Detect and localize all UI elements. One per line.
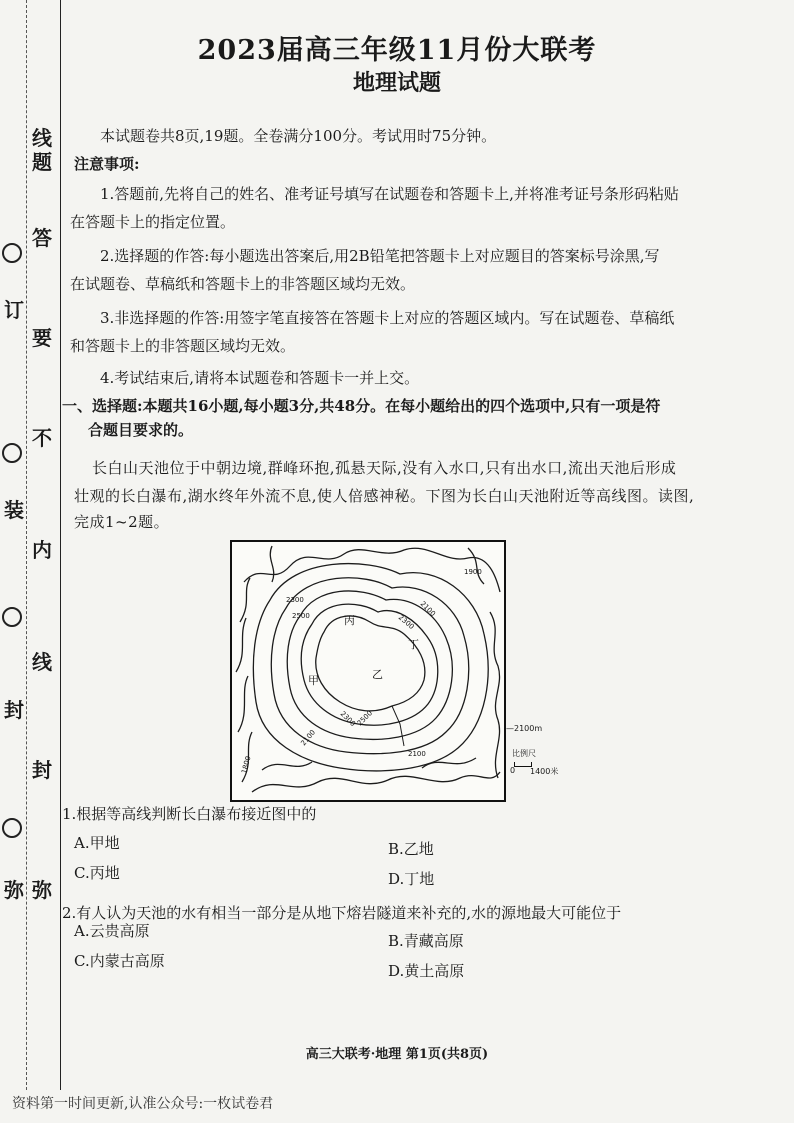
contour-label: 2500	[292, 612, 310, 620]
contour-label: 2500	[355, 709, 375, 728]
contour-lines	[232, 542, 504, 800]
option-d: D.丁地	[388, 870, 435, 888]
notice-line: 在试题卷、草稿纸和答题卡上的非答题区域均无效。	[70, 275, 416, 293]
notice-line: 4.考试结束后,请将本试题卷和答题卡一并上交。	[100, 369, 420, 387]
contour-label: 2300	[338, 709, 357, 729]
binding-hole-icon	[2, 818, 22, 838]
exam-intro: 本试题卷共8页,19题。全卷满分100分。考试用时75分钟。	[100, 127, 497, 145]
watermark-text: 资料第一时间更新,认准公众号:一枚试卷君	[12, 1096, 274, 1112]
option-b: B.青藏高原	[388, 932, 464, 950]
margin-char: 弥	[32, 878, 52, 902]
legend-scale-zero: 0	[510, 766, 516, 775]
exam-title: 2023届高三年级11月份大联考	[197, 35, 597, 66]
contour-label: 2300	[286, 596, 304, 604]
legend-scale-value: 1400米	[530, 767, 559, 776]
notice-line: 2.选择题的作答:每小题选出答案后,用2B铅笔把答题卡上对应题目的答案标号涂黑,写	[100, 247, 660, 265]
waterfall-outlet	[392, 706, 404, 746]
contour-line	[490, 612, 500, 778]
margin-char: 弥	[4, 878, 24, 902]
margin-char: 题	[32, 150, 52, 174]
place-ding: 丁	[408, 638, 419, 651]
contour-line	[252, 772, 500, 792]
passage-line: 长白山天池位于中朝边境,群峰环抱,孤悬天际,没有入水口,只有出水口,流出天池后形成	[92, 459, 677, 477]
passage-line: 壮观的长白瀑布,湖水终年外流不息,使人倍感神秘。下图为长白山天池附近等高线图。读图,	[74, 487, 695, 505]
option-b: B.乙地	[388, 840, 434, 858]
notice-line: 和答题卡上的非答题区域均无效。	[70, 337, 296, 355]
notice-heading: 注意事项:	[74, 155, 140, 173]
option-d: D.黄土高原	[388, 962, 465, 980]
contour-label: 2100	[418, 599, 437, 619]
contour-line	[244, 548, 500, 592]
contour-label: 2100	[299, 728, 317, 748]
option-a: A.甲地	[74, 834, 120, 852]
binding-margin	[0, 0, 61, 1090]
binding-hole-icon	[2, 243, 22, 263]
margin-char: 线	[32, 650, 52, 674]
legend-contour-sample: —2100m	[506, 724, 543, 733]
question-stem: 1.根据等高线判断长白瀑布接近图中的	[62, 805, 317, 823]
contour-map	[230, 540, 506, 802]
page-footer: 高三大联考·地理 第1页(共8页)	[305, 1047, 489, 1062]
section-heading: 一、选择题:本题共16小题,每小题3分,共48分。在每小题给出的四个选项中,只有一项是符	[62, 397, 661, 415]
binding-dashed-line	[26, 0, 27, 1090]
contour-line	[236, 578, 252, 782]
legend-scale-title: 比例尺	[512, 749, 536, 758]
contour-label: 1800	[240, 755, 253, 775]
question-stem: 2.有人认为天池的水有相当一部分是从地下熔岩隧道来补充的,水的源地最大可能位于	[62, 904, 622, 922]
binding-hole-icon	[2, 443, 22, 463]
binding-hole-icon	[2, 607, 22, 627]
margin-char: 要	[32, 326, 52, 350]
lake-shoreline	[316, 616, 425, 711]
option-c: C.内蒙古高原	[74, 952, 165, 970]
place-yi: 乙	[372, 668, 383, 681]
notice-line: 1.答题前,先将自己的姓名、准考证号填写在试题卷和答题卡上,并将准考证号条形码粘贴	[100, 185, 679, 203]
contour-line	[262, 758, 476, 770]
margin-char: 订	[4, 298, 24, 322]
contour-label: 2100	[408, 750, 426, 758]
margin-char: 装	[4, 498, 24, 522]
exam-subtitle: 地理试题	[352, 70, 441, 96]
margin-char: 内	[32, 538, 52, 562]
option-c: C.丙地	[74, 864, 120, 882]
contour-label: 1900	[464, 568, 482, 576]
notice-line: 3.非选择题的作答:用签字笔直接答在答题卡上对应的答题区域内。写在试题卷、草稿纸	[100, 309, 675, 327]
contour-label: 2300	[396, 613, 416, 631]
section-heading-cont: 合题目要求的。	[88, 421, 194, 439]
margin-char: 封	[4, 698, 24, 722]
notice-line: 在答题卡上的指定位置。	[70, 213, 236, 231]
margin-char: 封	[32, 758, 52, 782]
margin-char: 线	[32, 126, 52, 150]
passage-line: 完成1~2题。	[74, 513, 170, 531]
place-jia: 甲	[308, 674, 319, 687]
margin-char: 不	[32, 426, 52, 450]
option-a: A.云贵高原	[74, 922, 150, 940]
place-bing: 丙	[344, 614, 355, 627]
margin-char: 答	[32, 226, 52, 250]
